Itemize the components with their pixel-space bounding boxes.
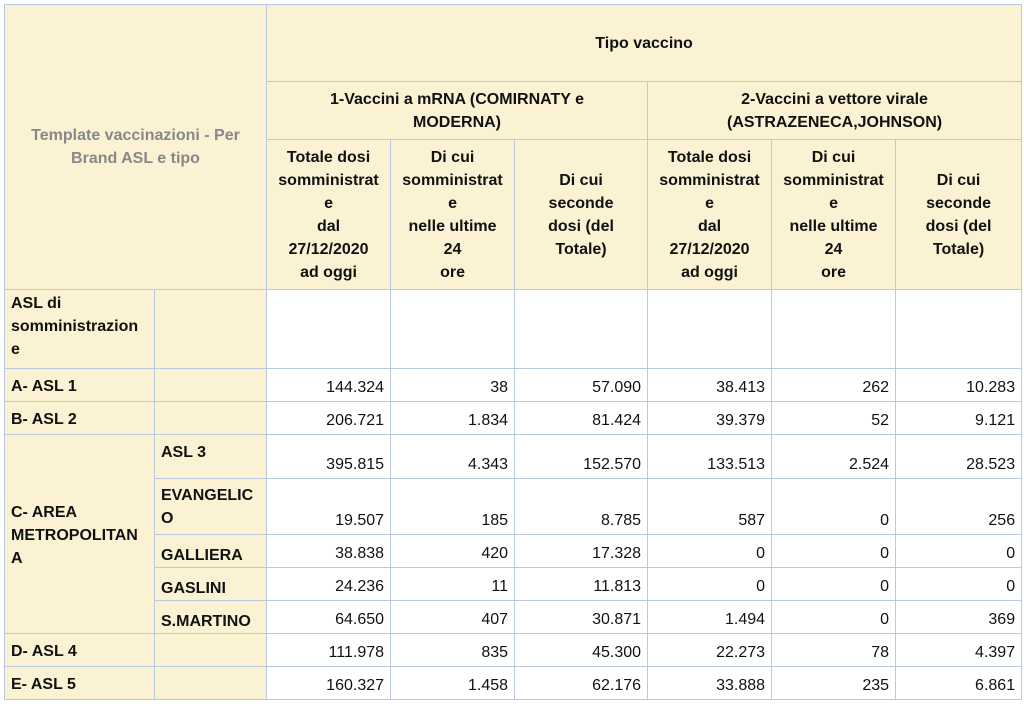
cell: 1.834 — [391, 402, 515, 435]
cell: 10.283 — [896, 369, 1022, 402]
table-row — [5, 479, 1022, 535]
cell: 11 — [391, 568, 515, 601]
cell: 1.494 — [648, 601, 772, 634]
table-row — [5, 601, 1022, 634]
cell: 185 — [391, 479, 515, 535]
cell: 22.273 — [648, 634, 772, 667]
cell: 111.978 — [267, 634, 391, 667]
cell: 0 — [648, 535, 772, 568]
table-row — [5, 402, 1022, 435]
cell: 38 — [391, 369, 515, 402]
row-label: B- ASL 2 — [5, 402, 155, 435]
vaccination-table — [4, 4, 1022, 700]
cell: 369 — [896, 601, 1022, 634]
row-label: A- ASL 1 — [5, 369, 155, 402]
cell: 0 — [772, 568, 896, 601]
cell: 78 — [772, 634, 896, 667]
cell: 1.458 — [391, 667, 515, 700]
sub-row-label: S.MARTINO — [155, 601, 267, 634]
cell: 0 — [648, 568, 772, 601]
cell: 57.090 — [515, 369, 648, 402]
cell: 835 — [391, 634, 515, 667]
cell: 52 — [772, 402, 896, 435]
cell: 62.176 — [515, 667, 648, 700]
table-row — [5, 568, 1022, 601]
cell: 6.861 — [896, 667, 1022, 700]
col-header-viral-24h: Di cui somministrat e nelle ultime 24 ore — [772, 140, 896, 290]
asl-header-label: ASL di somministrazion e — [5, 290, 155, 369]
sub-row-label: EVANGELIC O — [155, 479, 267, 535]
col-header-viral-total: Totale dosi somministrat e dal 27/12/2020 ad oggi — [648, 140, 772, 290]
cell: 144.324 — [267, 369, 391, 402]
cell: 11.813 — [515, 568, 648, 601]
cell: 0 — [772, 601, 896, 634]
col-header-viral-second: Di cui seconde dosi (del Totale) — [896, 140, 1022, 290]
cell: 4.343 — [391, 435, 515, 479]
cell: 39.379 — [648, 402, 772, 435]
cell: 19.507 — [267, 479, 391, 535]
table-row — [5, 435, 1022, 479]
cell: 0 — [896, 535, 1022, 568]
col-header-mrna-total: Totale dosi somministrat e dal 27/12/2020 ad oggi — [267, 140, 391, 290]
cell: 160.327 — [267, 667, 391, 700]
col-header-mrna-24h: Di cui somministrat e nelle ultime 24 ore — [391, 140, 515, 290]
table-row — [5, 369, 1022, 402]
cell: 262 — [772, 369, 896, 402]
row-label: D- ASL 4 — [5, 634, 155, 667]
cell: 45.300 — [515, 634, 648, 667]
cell: 206.721 — [267, 402, 391, 435]
corner-label: Template vaccinazioni - Per Brand ASL e tipo — [5, 5, 267, 290]
cell: 81.424 — [515, 402, 648, 435]
cell: 8.785 — [515, 479, 648, 535]
cell: 30.871 — [515, 601, 648, 634]
table-row-asl-header — [5, 290, 1022, 369]
row-label-area-metropolitana: C- AREA METROPOLITAN A — [5, 435, 155, 634]
sub-row-label: ASL 3 — [155, 435, 267, 479]
cell: 407 — [391, 601, 515, 634]
cell: 256 — [896, 479, 1022, 535]
cell: 587 — [648, 479, 772, 535]
table-row — [5, 535, 1022, 568]
cell: 2.524 — [772, 435, 896, 479]
sub-row-label: GASLINI — [155, 568, 267, 601]
cell: 17.328 — [515, 535, 648, 568]
cell: 0 — [772, 535, 896, 568]
cell: 0 — [772, 479, 896, 535]
cell: 0 — [896, 568, 1022, 601]
cell: 28.523 — [896, 435, 1022, 479]
cell: 133.513 — [648, 435, 772, 479]
table-row — [5, 667, 1022, 700]
cell: 152.570 — [515, 435, 648, 479]
cell: 38.838 — [267, 535, 391, 568]
cell: 4.397 — [896, 634, 1022, 667]
header-mrna: 1-Vaccini a mRNA (COMIRNATY e MODERNA) — [267, 82, 648, 140]
header-viral: 2-Vaccini a vettore virale (ASTRAZENECA,JOHNSON) — [648, 82, 1022, 140]
cell: 33.888 — [648, 667, 772, 700]
cell: 64.650 — [267, 601, 391, 634]
header-tipo-vaccino: Tipo vaccino — [267, 5, 1022, 82]
cell: 24.236 — [267, 568, 391, 601]
cell: 9.121 — [896, 402, 1022, 435]
cell: 395.815 — [267, 435, 391, 479]
cell: 38.413 — [648, 369, 772, 402]
cell: 235 — [772, 667, 896, 700]
table-row — [5, 634, 1022, 667]
cell: 420 — [391, 535, 515, 568]
col-header-mrna-second: Di cui seconde dosi (del Totale) — [515, 140, 648, 290]
row-label: E- ASL 5 — [5, 667, 155, 700]
sub-row-label: GALLIERA — [155, 535, 267, 568]
